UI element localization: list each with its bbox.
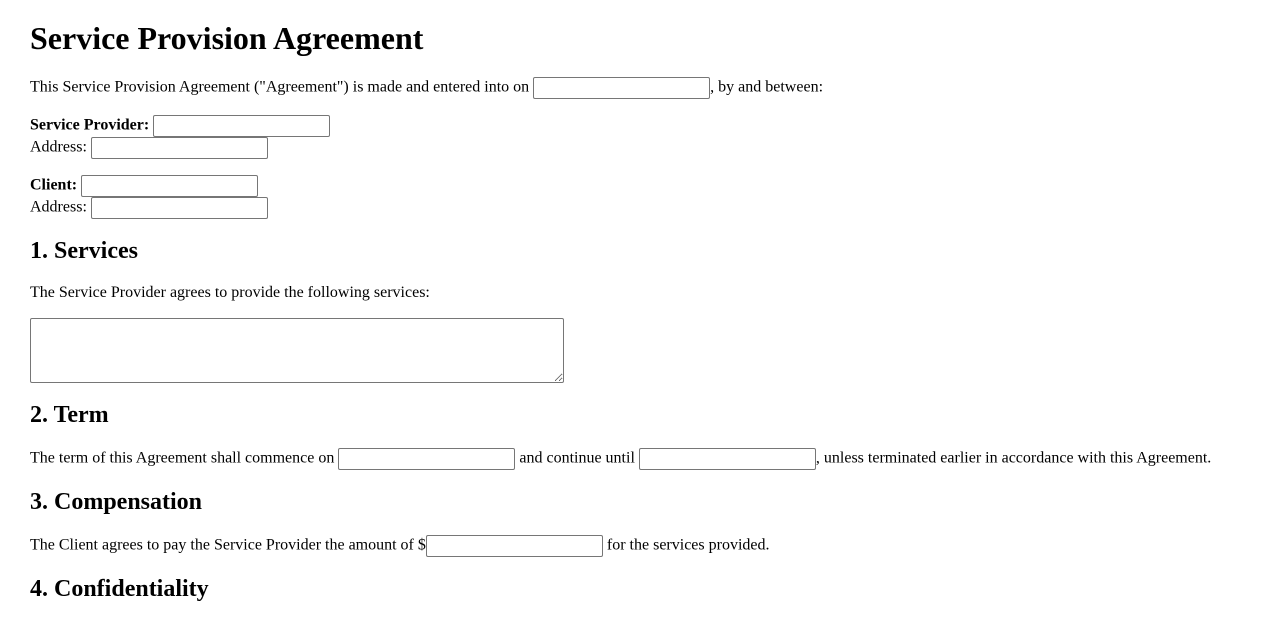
client-block (30, 175, 1248, 219)
term-end-date-input[interactable] (639, 448, 816, 470)
client-address-label: Address: (30, 198, 87, 216)
confidentiality-heading: 4. Confidentiality (30, 576, 209, 602)
compensation-heading: 3. Compensation (30, 489, 203, 515)
term-text-after-end: , unless terminated earlier in accordance with this Agreement. (815, 449, 1212, 467)
page-title: Service Provision Agreement (30, 20, 424, 56)
services-description: The Service Provider agrees to provide the following services: (30, 284, 430, 301)
compensation-text-after-amount: for the services provided. (606, 536, 770, 554)
provider-address-input[interactable] (91, 137, 268, 159)
intro-text-after-date: , by and between: (710, 78, 824, 96)
client-name-input[interactable] (81, 175, 258, 197)
provider-name-input[interactable] (153, 115, 330, 137)
services-textarea-wrap (30, 318, 1248, 383)
intro-paragraph (30, 77, 1248, 99)
term-text-between-dates: and continue until (519, 449, 635, 467)
provider-address-label: Address: (30, 138, 87, 156)
term-start-date-input[interactable] (338, 448, 515, 470)
services-heading: 1. Services (30, 238, 138, 264)
provider-label: Service Provider: (30, 116, 150, 134)
agreement-page (30, 20, 1248, 603)
agreement-date-input[interactable] (533, 77, 710, 99)
compensation-paragraph (30, 535, 1248, 557)
services-textarea[interactable] (30, 318, 564, 383)
provider-block (30, 115, 1248, 159)
client-address-input[interactable] (91, 197, 268, 219)
term-paragraph (30, 448, 1248, 470)
term-heading: 2. Term (30, 402, 109, 428)
intro-text-before-date: This Service Provision Agreement ("Agreement") is made and entered into on (30, 78, 530, 96)
client-label: Client: (30, 176, 78, 194)
compensation-amount-input[interactable] (426, 535, 603, 557)
term-text-before-start: The term of this Agreement shall commence on (30, 449, 335, 467)
compensation-text-before-amount: The Client agrees to pay the Service Provider the amount of $ (30, 536, 426, 554)
